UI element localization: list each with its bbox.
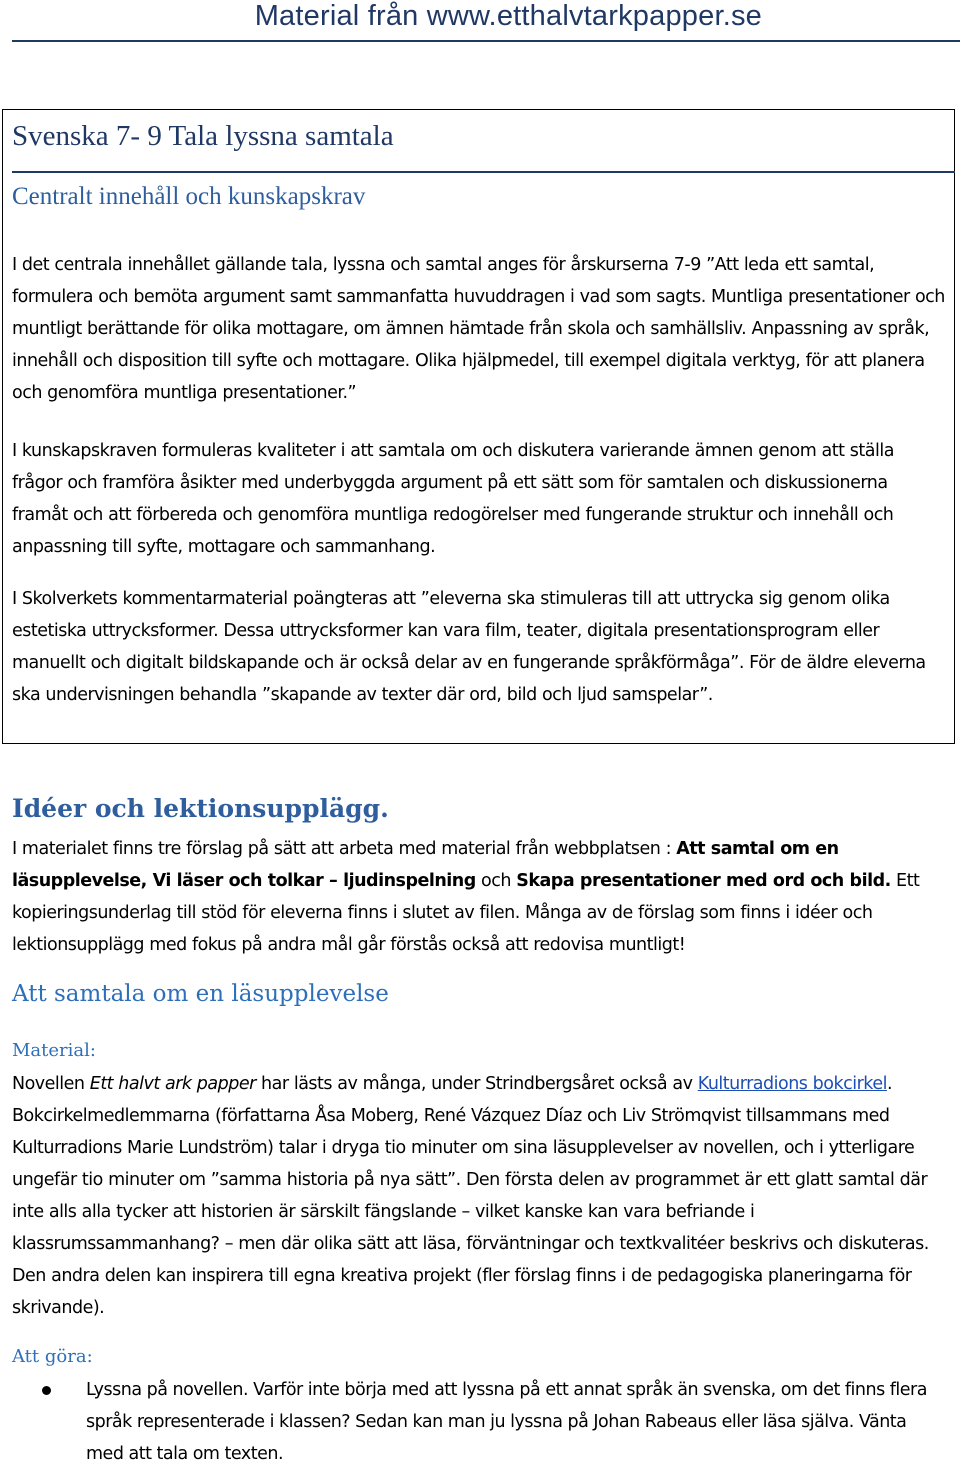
ideas-bold-text: Skapa presentationer med ord och bild. [516, 871, 891, 891]
kulturradion-link[interactable]: Kulturradions bokcirkel [697, 1074, 887, 1094]
paragraph-text: I det centrala innehållet gällande tala, lyssna och samtal anges för årskurserna 7-9 ”Att leda ett samtal, formulera och bemöta argument samt sammanfatta huvuddragen i vad som sagts. Muntliga presentationer och muntligt berättande för olika mottagare, om ämnen hämtade från skola och samhällsliv. Anpassning av språk, innehåll och disposition till syfte och mottagare. Olika hjälpmedel, till exempel digitala verktyg, för att planera och genomföra muntliga presentationer.” [12, 255, 945, 403]
header-rule [12, 40, 960, 42]
material-text: Novellen [12, 1074, 90, 1094]
header-title: Material från www.etthalvtarkpapper.se [254, 0, 762, 32]
ideas-heading: Idéer och lektionsupplägg. [12, 794, 389, 823]
ideas-conjunction: och [475, 871, 517, 891]
material-text: har lästs av många, under Strindbergsåret också av [255, 1074, 698, 1094]
page-header [0, 0, 960, 44]
ideas-paragraph [12, 833, 947, 961]
material-text: . Bokcirkelmedlemmarna (författarna Åsa Moberg, René Vázquez Díaz och Liv Strömqvist tillsammans med Kulturradions Marie Lundström) talar i dryga tio minuter om sina läsupplevelser av novellen, och i ytterligare ungefär tio minuter om ”samma historia på nya sätt”. Den första delen av programmet är ett glatt samtal där inte alls alla tycker att historien är särskilt fängslande – vilket kanske kan vara befriande i klassrumssammanhang? – men där olika sätt att läsa, förväntningar och textkvalitéer beskrivs och diskuteras. Den andra delen kan inspirera till egna kreativa projekt (fler förslag finns i de pedagogiska planeringarna för skrivande). [12, 1074, 929, 1318]
bullet-text: Lyssna på novellen. Varför inte börja med att lyssna på ett annat språk än svenska, om det finns flera språk representerade i klassen? Sedan kan man ju lyssna på Johan Rabeaus eller läsa själva. Vänta med att tala om texten. [86, 1380, 927, 1464]
material-label: Material: [12, 1040, 96, 1061]
paragraph-text: I kunskapskraven formuleras kvaliteter i att samtala om och diskutera varierande ämnen genom att ställa frågor och framföra åsikter med underbyggda argument på ett sätt som för samtalen och diskussionerna framåt och att förbereda och genomföra muntliga redogörelser med fungerande struktur och innehåll och anpassning till syfte, mottagare och sammanhang. [12, 441, 894, 557]
paragraph-central-content [12, 249, 947, 409]
paragraph-text: I Skolverkets kommentarmaterial poängteras att ”eleverna ska stimuleras till att uttrycka sig genom olika estetiska uttrycksformer. Dessa uttrycksformer kan vara film, teater, digitala presentationsprogram eller manuellt och digitalt bildskapande och är också delar av en fungerande språkförmåga”. För de äldre eleverna ska undervisningen behandla ”skapande av texter där ord, bild och ljud samspelar”. [12, 589, 926, 705]
ideas-bold-text: Att samtal om en läsupplevelse, Vi läser och tolkar – ljudinspelning [12, 839, 839, 891]
material-paragraph [12, 1068, 947, 1324]
box-subtitle: Centralt innehåll och kunskapskrav [12, 183, 366, 210]
ideas-intro-text: I materialet finns tre förslag på sätt att arbeta med material från webbplatsen : [12, 839, 677, 859]
section-heading: Att samtala om en läsupplevelse [12, 981, 389, 1007]
ideas-rest-text: Ett kopieringsunderlag till stöd för eleverna finns i slutet av filen. Många av de förslag som finns i idéer och lektionsupplägg med fokus på andra mål går förstås också att redovisa muntligt! [12, 871, 920, 955]
title-rule [12, 171, 955, 173]
paragraph-commentary [12, 583, 947, 711]
bullet-icon [42, 1386, 51, 1395]
material-title: Ett halvt ark papper [89, 1074, 256, 1094]
todo-label: Att göra: [12, 1346, 93, 1367]
paragraph-knowledge-requirements [12, 435, 947, 563]
document-title: Svenska 7- 9 Tala lyssna samtala [12, 120, 394, 152]
